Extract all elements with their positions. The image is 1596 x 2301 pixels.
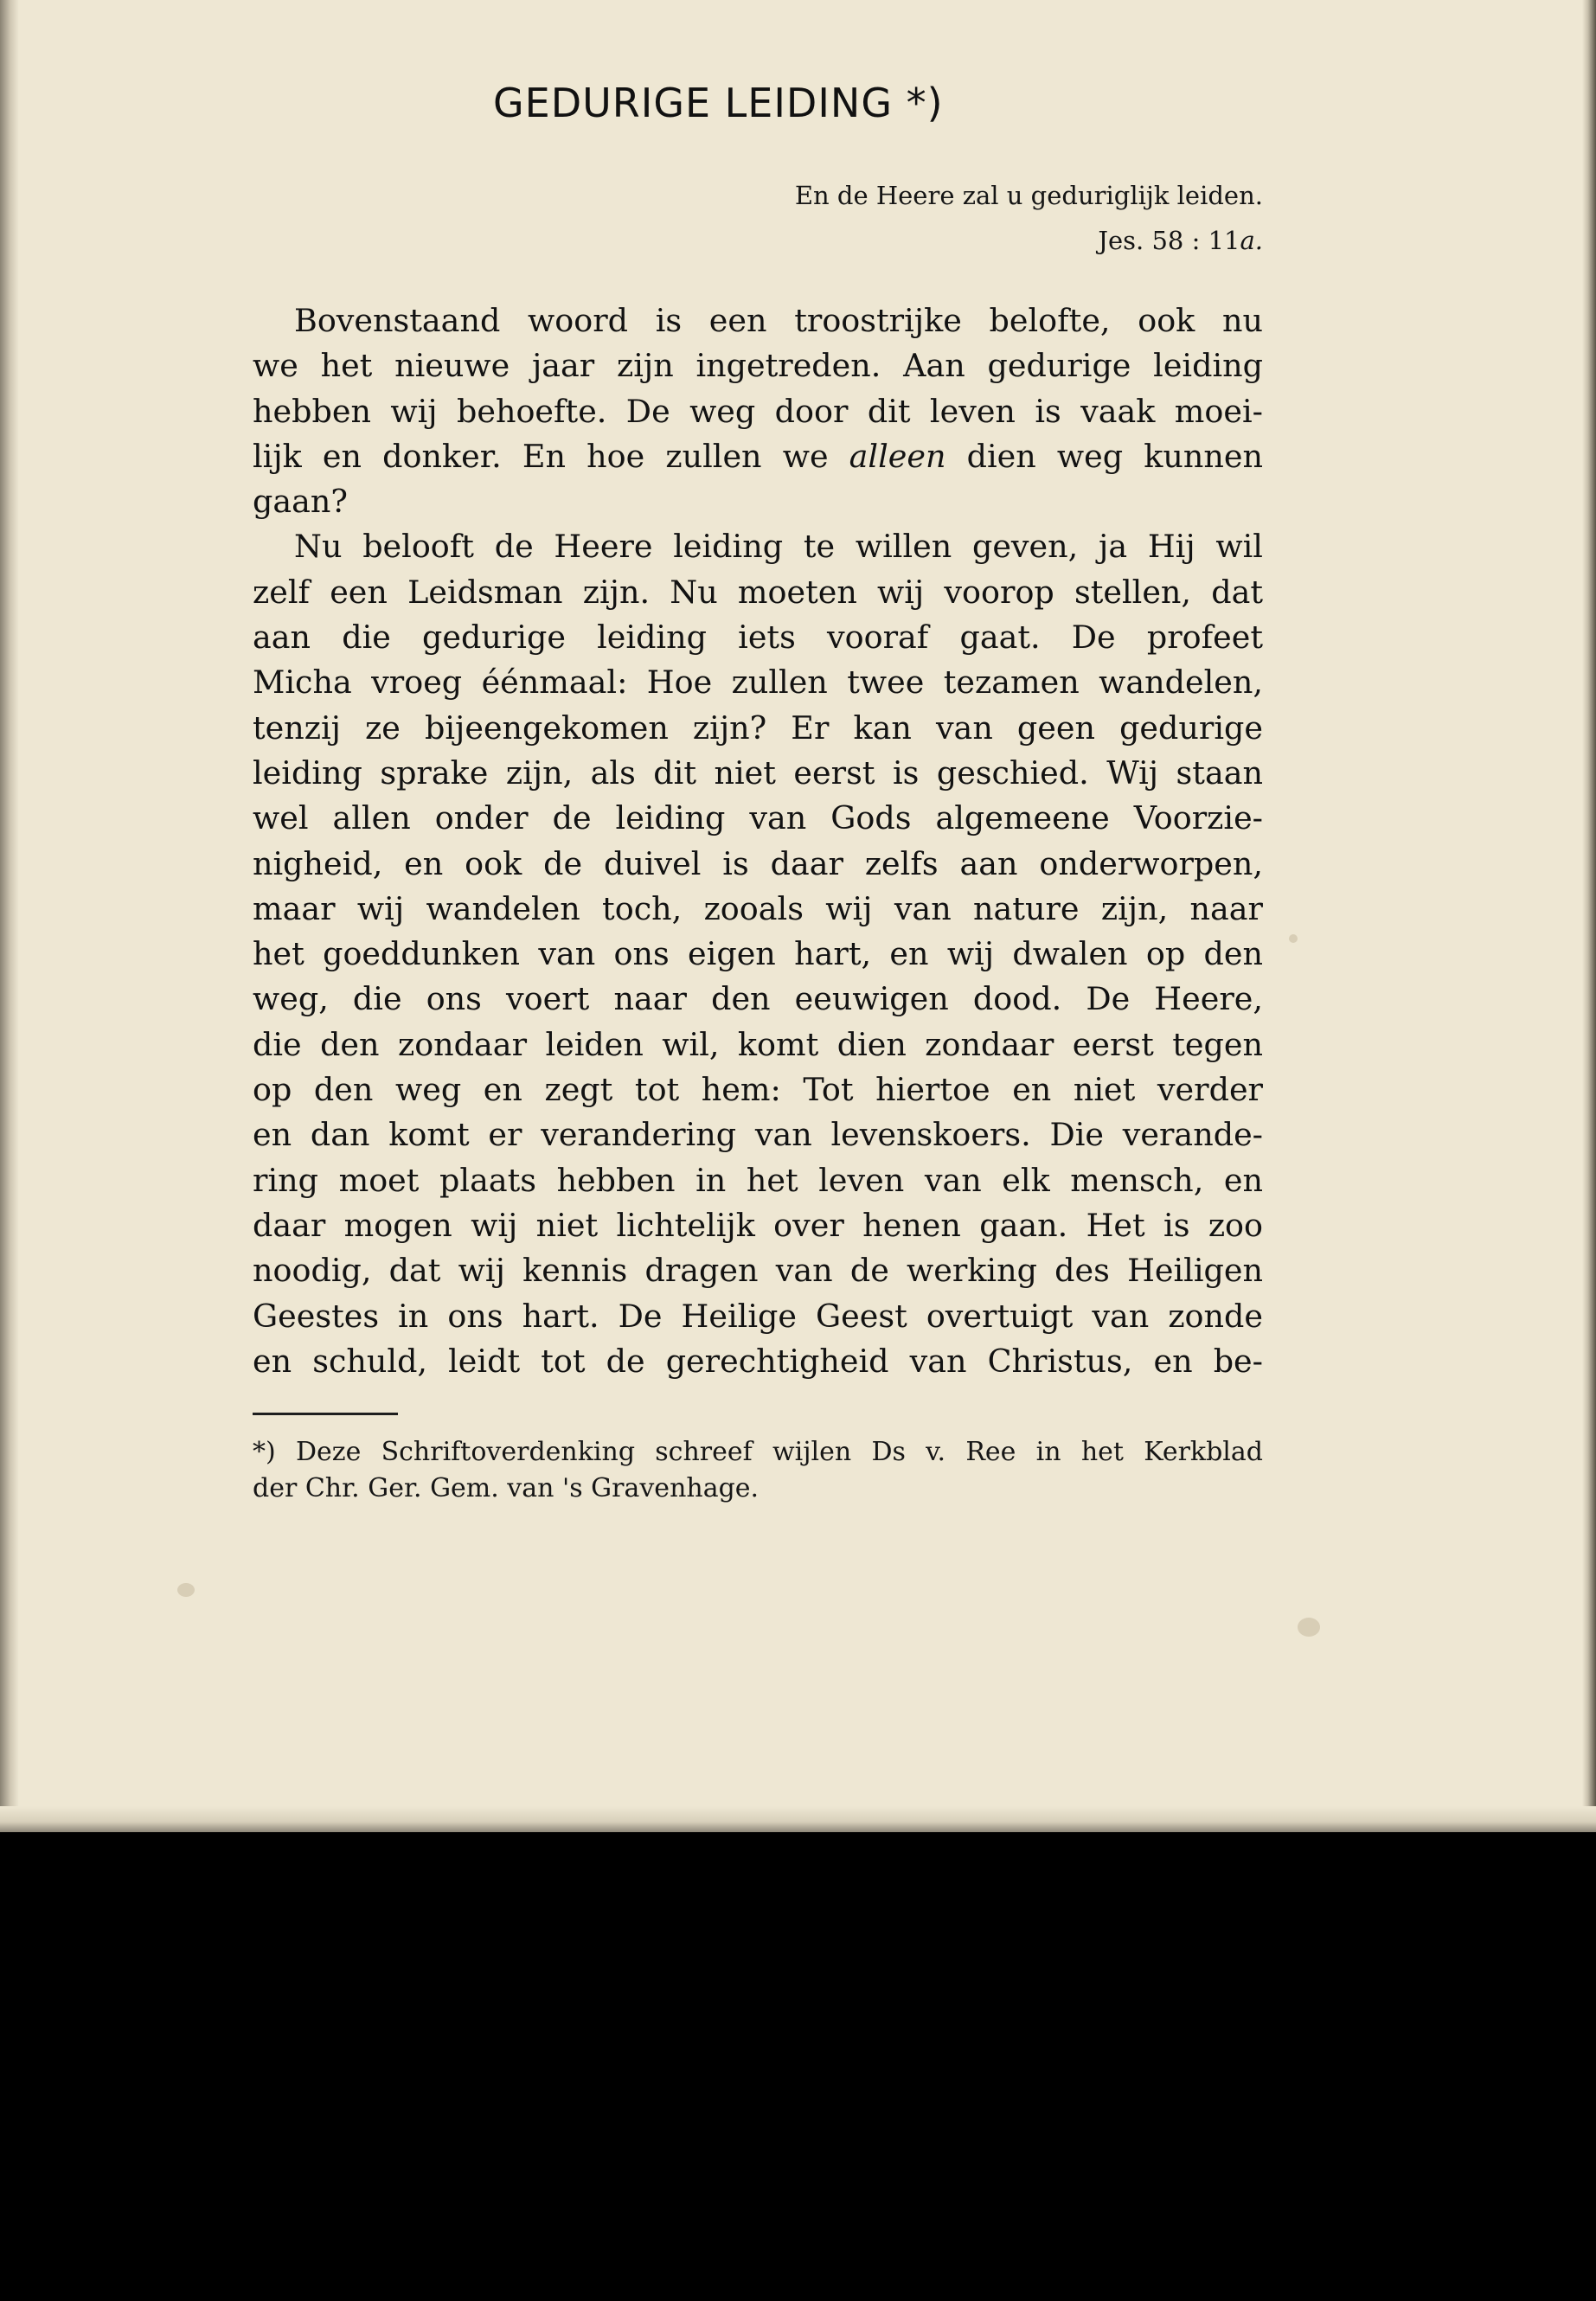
body-line: [253, 298, 1263, 343]
body-line: [253, 842, 1263, 887]
body-line-text: gaan?: [253, 483, 348, 521]
body-line-text: we het nieuwe jaar zijn ingetreden. Aan gedurige leiding: [253, 347, 1263, 385]
body-line-text: en dan komt er verandering van levenskoers. Die verande-: [253, 1116, 1263, 1154]
body-line-text: leiding sprake zijn, als dit niet eerst is geschied. Wij staan: [253, 753, 1263, 792]
body-line-text: noodig, dat wij kennis dragen van de werking des Heiligen: [253, 1252, 1263, 1290]
body-line: [253, 570, 1263, 615]
body-line: [253, 977, 1263, 1022]
epigraph-reference: [657, 218, 1263, 263]
body-line-text: ring moet plaats hebben in het leven van elk mensch, en: [253, 1161, 1263, 1199]
body-line-text: nigheid, en ook de duivel is daar zelfs aan onderworpen,: [253, 844, 1263, 882]
body-line-text: Nu belooft de Heere leiding te willen geven, ja Hij wil: [294, 528, 1263, 566]
body-line: [253, 1203, 1263, 1248]
body-line: [253, 932, 1263, 977]
epigraph-reference-suffix: a.: [1240, 226, 1263, 255]
body-line: [253, 615, 1263, 660]
body-line: [253, 479, 1263, 524]
body-line-emphasis: alleen: [849, 437, 946, 475]
body-line-text: Micha vroeg éénmaal: Hoe zullen twee tezamen wandelen,: [253, 663, 1263, 702]
body-line-text: dien weg kunnen: [945, 437, 1263, 475]
body-line-text: op den weg en zegt tot hem: Tot hiertoe en niet verder: [253, 1071, 1263, 1109]
body-line: [253, 524, 1263, 569]
body-line: [253, 1158, 1263, 1203]
body-line: [253, 706, 1263, 751]
body-line-text: zelf een Leidsman zijn. Nu moeten wij voorop stellen, dat: [253, 573, 1263, 611]
body-line: [253, 1294, 1263, 1339]
epigraph: [657, 173, 1263, 263]
body-line-text: lijk en donker. En hoe zullen we: [253, 437, 849, 475]
page-bottom-edge: [0, 1806, 1596, 1832]
body-line-text: daar mogen wij niet lichtelijk over henen gaan. Het is zoo: [253, 1206, 1263, 1244]
paper-speck: [1298, 1618, 1320, 1637]
epigraph-quote: En de Heere zal u geduriglijk leiden.: [794, 181, 1263, 210]
body-line-text: Geestes in ons hart. De Heilige Geest overtuigt van zonde: [253, 1297, 1263, 1335]
body-line: [253, 887, 1263, 932]
body-line: [253, 751, 1263, 796]
body-line: [253, 1248, 1263, 1293]
body-line-text: weg, die ons voert naar den eeuwigen dood. De Heere,: [253, 980, 1263, 1018]
body-line: [253, 434, 1263, 479]
paper-speck: [1289, 934, 1298, 943]
body-text: [253, 298, 1263, 1384]
body-line: [253, 796, 1263, 841]
body-line-text: tenzij ze bijeengekomen zijn? Er kan van geen gedurige: [253, 708, 1263, 747]
footnote-line: *) Deze Schriftoverdenking schreef wijlen Ds v. Ree in het Kerkblad: [253, 1437, 1263, 1467]
body-line: [253, 389, 1263, 434]
body-line-text: wel allen onder de leiding van Gods algemeene Voorzie-: [253, 799, 1263, 837]
body-line-text: het goeddunken van ons eigen hart, en wij dwalen op den: [253, 935, 1263, 973]
body-line-text: en schuld, leidt tot de gerechtigheid van Christus, en be-: [253, 1342, 1263, 1380]
footnote-divider: [253, 1413, 398, 1415]
page-gutter-shadow: [0, 0, 19, 1832]
body-line-text: aan die gedurige leiding iets vooraf gaat. De profeet: [253, 619, 1263, 657]
body-line-text: Bovenstaand woord is een troostrijke belofte, ook nu: [294, 302, 1263, 339]
footnote-line: der Chr. Ger. Gem. van 's Gravenhage.: [253, 1473, 760, 1503]
body-line: [253, 1022, 1263, 1067]
body-line: [253, 1339, 1263, 1384]
body-line-text: hebben wij behoefte. De weg door dit leven is vaak moei-: [253, 392, 1263, 430]
paper-speck: [177, 1583, 195, 1597]
page-edge-shadow: [1582, 0, 1596, 1832]
body-line-text: maar wij wandelen toch, zooals wij van nature zijn, naar: [253, 889, 1263, 927]
epigraph-reference-number: Jes. 58 : 11: [1098, 226, 1240, 255]
footnote: [253, 1434, 1263, 1507]
body-line: [253, 660, 1263, 705]
body-line: [253, 1112, 1263, 1157]
body-line-text: die den zondaar leiden wil, komt dien zondaar eerst tegen: [253, 1025, 1263, 1063]
body-line: [253, 1067, 1263, 1112]
body-line: [253, 343, 1263, 388]
page-title: GEDURIGE LEIDING *): [493, 80, 944, 126]
